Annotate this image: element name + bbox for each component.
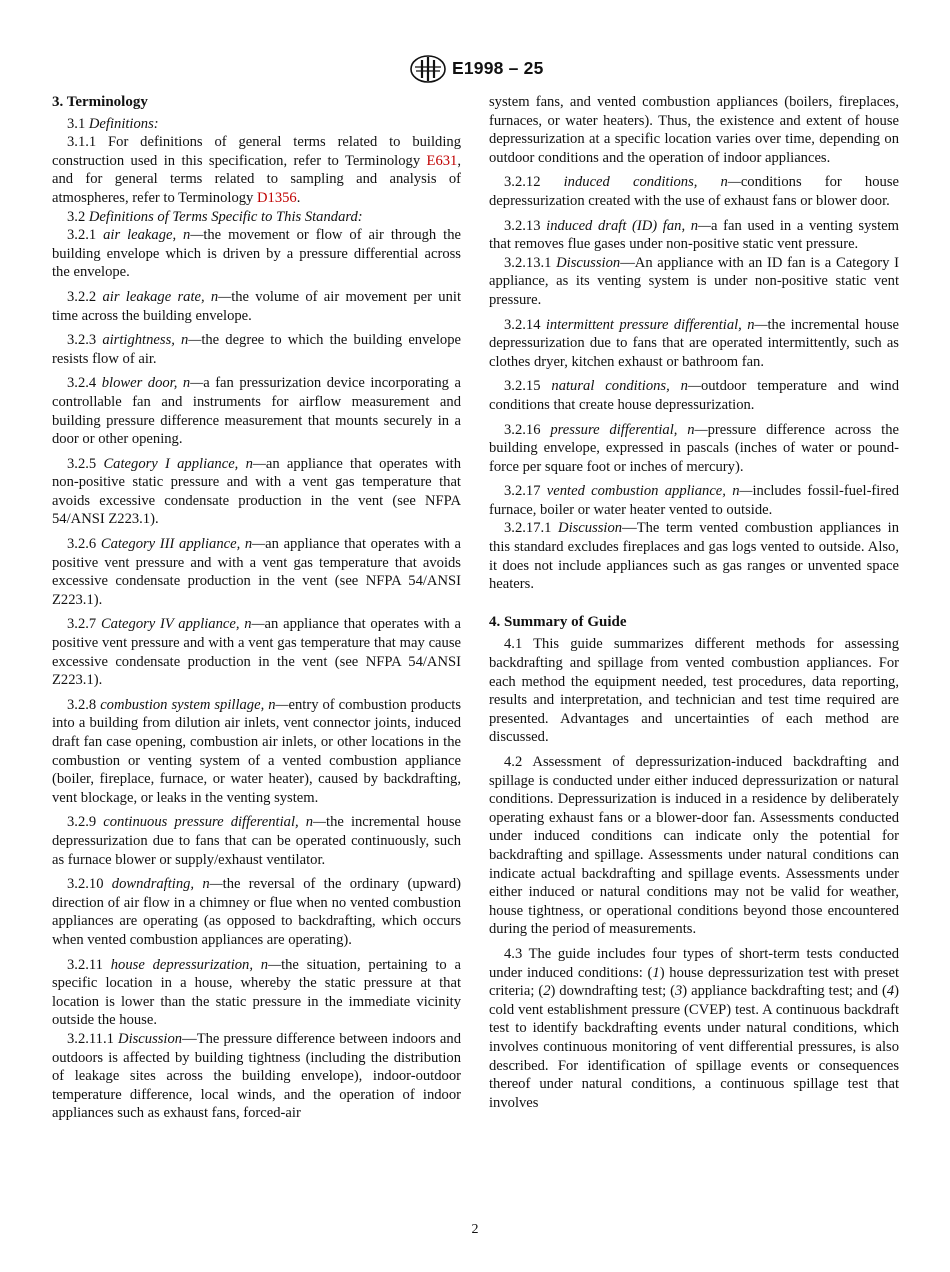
para-3-2-14: 3.2.14 intermittent pressure differential, n—the incremental house depressurization due to fans that are operated intermittently, such as clothes dryer, kitchen exhaust or bathroom fan. [489,316,899,370]
para-3-2-11-1-cont: system fans, and vented combustion appliances (boilers, fireplaces, furnaces, or water heaters). Thus, the existence and extent of house depressurization at a specific location varies over time, depending on outdoor conditions and the operation of indoor appliances. [489,94,899,166]
document-id: E1998 – 25 [452,58,544,78]
para-3-2-5: 3.2.5 Category I appliance, n—an appliance that operates with non-positive static pressure and with a vent gas temperature that avoids excessive condensate production in the vent (see NFPA 54/ANSI Z223.1). [52,455,461,528]
page-header [0,56,950,86]
para-3-2-7: 3.2.7 Category IV appliance, n—an appliance that operates with a positive vent pressure and with a vent gas temperature that may cause excessive condensate production in the vent (see NFPA 54/ANSI Z223.1). [52,616,461,689]
para-3-2-13: 3.2.13 induced draft (ID) fan, n—a fan used in a venting system that removes flue gases under non-positive static vent pressure. [489,217,899,253]
para-3-2-3: 3.2.3 airtightness, n—the degree to which the building envelope resists flow of air. [52,332,461,367]
para-3-2-12: 3.2.12 induced conditions, n—conditions for house depressurization created with the use of exhaust fans or blower door. [489,174,899,209]
para-3-2-6: 3.2.6 Category III appliance, n—an appliance that operates with a positive vent pressure and with a vent gas temperature that avoids excessive condensate production in the vent (see NFPA 54/ANSI Z223.1). [52,536,461,608]
link-d1356[interactable]: D1356 [257,189,297,206]
para-3-2-11-1: 3.2.11.1 Discussion—The pressure difference between indoors and outdoors is affected by building tightness (including the distribution of leakage sites across the building envelope), indoor-outdoor temperature difference, local winds, and the operation of indoor appliances such as exhaust fans, forced-air [52,1030,461,1122]
para-4-1: 4.1 This guide summarizes different methods for assessing backdrafting and spillage from vented combustion appliances. For each method the equipment needed, test procedures, data reporting, results and interpretation, and technician and test time required are presented. Advantages and uncertainties of each method are discussed. [489,636,899,746]
section-4-heading: 4. Summary of Guide [489,613,627,630]
para-3-2-8: 3.2.8 combustion system spillage, n—entry of combustion products into a building from dilution air inlets, vent connector joints, induced draft fan case opening, combustion air inlets, or other locations in the combustion or venting system of a vented combustion appliance (boiler, fireplace, furnace, or water heater), caused by backdrafting, vent blockage, or leaks in the venting system. [52,696,462,806]
para-3-2-15: 3.2.15 natural conditions, n—outdoor temperature and wind conditions that create house depressurization. [489,378,900,413]
left-column [52,93,461,1123]
para-3-2-16: 3.2.16 pressure differential, n—pressure difference across the building envelope, expressed in pascals (inches of water or pound-force per square foot or inches of mercury). [489,421,900,475]
astm-logo-icon [408,54,448,84]
section-3-heading: 3. Terminology [52,94,148,110]
para-3-2-9: 3.2.9 continuous pressure differential, n—the incremental house depressurization due to fans that can be operated continuously, such as furnace blower or supply/exhaust ventilator. [52,814,461,868]
para-3-2-17: 3.2.17 vented combustion appliance, n—includes fossil-fuel-fired furnace, boiler or water heater vented to outside. [489,483,899,518]
para-3-1-1: 3.1.1 For definitions of general terms related to building construction used in this specification, refer to Terminology E631, and for general terms related to sampling and analysis of atmospheres, refer to Terminology D1356. [52,134,461,206]
para-3-2-2: 3.2.2 air leakage rate, n—the volume of air movement per unit time across the building envelope. [52,288,461,324]
para-3-2-4: 3.2.4 blower door, n—a fan pressurization device incorporating a controllable fan and instruments for airflow measurement and building pressure difference measurement that mounts securely in a door or other opening. [52,375,461,448]
para-3-2-10: 3.2.10 downdrafting, n—the reversal of the ordinary (upward) direction of air flow in a chimney or flue when no vented combustion appliances are operating (as opposed to backdrafting, which occurs when vented combustion appliances are operating). [52,876,462,948]
para-3-2-13-1: 3.2.13.1 Discussion—An appliance with an ID fan is a Category I appliance, as its venting system is under non-positive static vent pressure. [489,254,900,308]
right-column [489,93,899,1118]
para-4-3: 4.3 The guide includes four types of short-term tests conducted under induced conditions: (1) house depressurization test with preset criteria; (2) downdrafting test; (3) appliance backdrafting test; and (4) cold vent establishment pressure (CVEP) test. A continuous backdraft test to identify backdrafting events under natural conditions, which involves continuous monitoring of vent differential pressures, is also described. For identification of spillage events or consequences thereof under natural conditions, a continuous spillage test that involves [489,945,900,1111]
para-4-2: 4.2 Assessment of depressurization-induced backdrafting and spillage is conducted under either induced depressurization or natural conditions. Depressurization is induced in a residence by deliberately operating exhaust fans or a blower-door fan. Assessments conducted under induced conditions can indicate only the potential for backdrafting and spillage. Assessments under natural conditions can indicate actual backdrafting and spillage events. Assessments under either induced or natural conditions may not be valid for weather, house tightness, or operational conditions beyond those encountered during the period of measurements. [489,754,899,938]
para-3-2-11: 3.2.11 house depressurization, n—the situation, pertaining to a specific location in a house, whereby the static pressure at that location is lower than the static pressure in the immediate vicinity outside the house. [52,956,461,1029]
para-3-2-1: 3.2.1 air leakage, n—the movement or flow of air through the building envelope which is driven by a pressure differential across the envelope. [52,227,461,281]
para-3-1: 3.1 Definitions: [67,115,159,132]
para-3-2-17-1: 3.2.17.1 Discussion—The term vented combustion appliances in this standard excludes fireplaces and gas logs vented to outside. Also, it does not include appliances such as gas ranges or unvented space heaters. [489,520,900,593]
page-number: 2 [471,1222,479,1237]
link-e631[interactable]: E631 [426,152,458,169]
para-3-2: 3.2 Definitions of Terms Specific to This Standard: [67,208,363,225]
